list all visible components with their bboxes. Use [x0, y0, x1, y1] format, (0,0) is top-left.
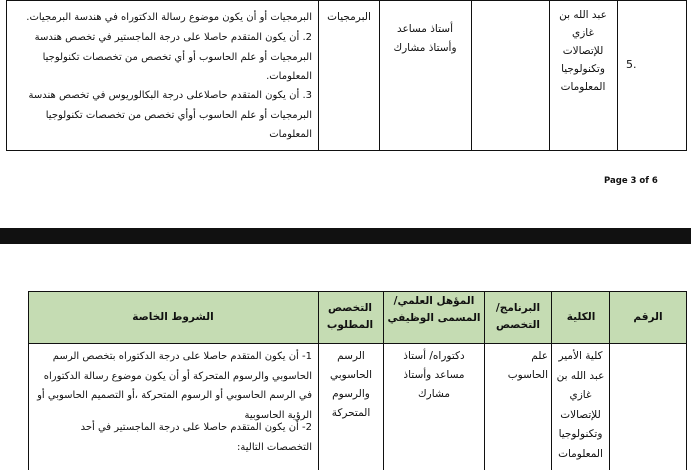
- bottom-table-divider: [551, 291, 552, 470]
- top-table-border-right: [686, 0, 687, 151]
- condition-3: 3. أن يكون المتقدم حاصلاعلى درجة البكالوريوس في تخصص هندسة البرمجيات أو علم الحاسوب أوأي تخصص من تخصصات تكنولوجيا المعلومات: [28, 90, 312, 140]
- top-table-divider: [471, 0, 472, 151]
- condition-2: 2. أن يكون المتقدم حاصلا على درجة الماجستير في تخصص هندسة البرمجيات أو علم الحاسوب أو أي تخصص من تخصصات تكنولوجيا المعلومات.: [34, 32, 312, 82]
- condition-1: 1- أن يكون المتقدم حاصلا على درجة الدكتوراه بتخصص الرسم الحاسوبي والرسوم المتحركة أو أن يكون موضوع رسالة الدكتوراه في الرسم الحاسوبي أو الرسوم المتحركة ،أو التصميم الحاسوبي أو الرؤية الحاسوبية: [37, 351, 312, 421]
- bottom-table-divider: [484, 291, 485, 470]
- college-cell: كلية الأمير عبد الله بن غازي للإتصالات وتكنولوجيا المعلومات: [556, 350, 605, 460]
- header-number: الرقم: [633, 311, 663, 323]
- page-number: Page 3 of 6: [604, 176, 658, 186]
- bottom-table-border-top: [28, 291, 687, 292]
- header-divider: [28, 343, 687, 344]
- header-qualification: المؤهل العلمي/المسمى الوظيفي: [387, 295, 481, 324]
- specialization-cell: البرمجيات: [327, 11, 371, 23]
- rank-cell: أستاذ مساعد وأستاذ مشارك: [393, 23, 457, 54]
- header-college: الكلية: [566, 311, 596, 323]
- top-table-divider: [549, 0, 550, 151]
- top-table-divider: [379, 0, 380, 151]
- top-table-border-top: [6, 0, 687, 1]
- program-cell: علم الحاسوب: [507, 350, 548, 381]
- top-table-divider: [318, 0, 319, 151]
- header-required-specialization: التخصص المطلوب: [326, 302, 374, 331]
- header-special-conditions: الشروط الخاصة: [132, 311, 214, 323]
- row-number: 5.: [626, 58, 637, 71]
- top-table-divider: [617, 0, 618, 151]
- qualification-cell: دكتوراه/ أستاذ مساعد وأستاذ مشارك: [403, 350, 465, 400]
- bottom-table-border-left: [28, 291, 29, 470]
- top-table-border-left: [6, 0, 7, 151]
- header-program: البرنامج/ التخصص: [495, 302, 541, 331]
- bottom-table-divider: [609, 291, 610, 470]
- college-cell: عبد الله بن غازي للإتصالات وتكنولوجيا المعلومات: [559, 9, 607, 93]
- bottom-table-border-right: [686, 291, 687, 470]
- condition-1-continued: البرمجيات أو أن يكون موضوع رسالة الدكتوراه في هندسة البرمجيات.: [26, 12, 312, 23]
- page-separator: [0, 228, 691, 244]
- condition-2: 2- أن يكون المتقدم حاصلا على درجة الماجستير في أحد التخصصات التالية:: [80, 422, 312, 453]
- bottom-table-divider: [318, 291, 319, 470]
- bottom-table-divider: [383, 291, 384, 470]
- top-table-border-bottom: [6, 150, 687, 151]
- specialization-cell: الرسم الحاسوبي والرسوم المتحركة: [330, 350, 372, 419]
